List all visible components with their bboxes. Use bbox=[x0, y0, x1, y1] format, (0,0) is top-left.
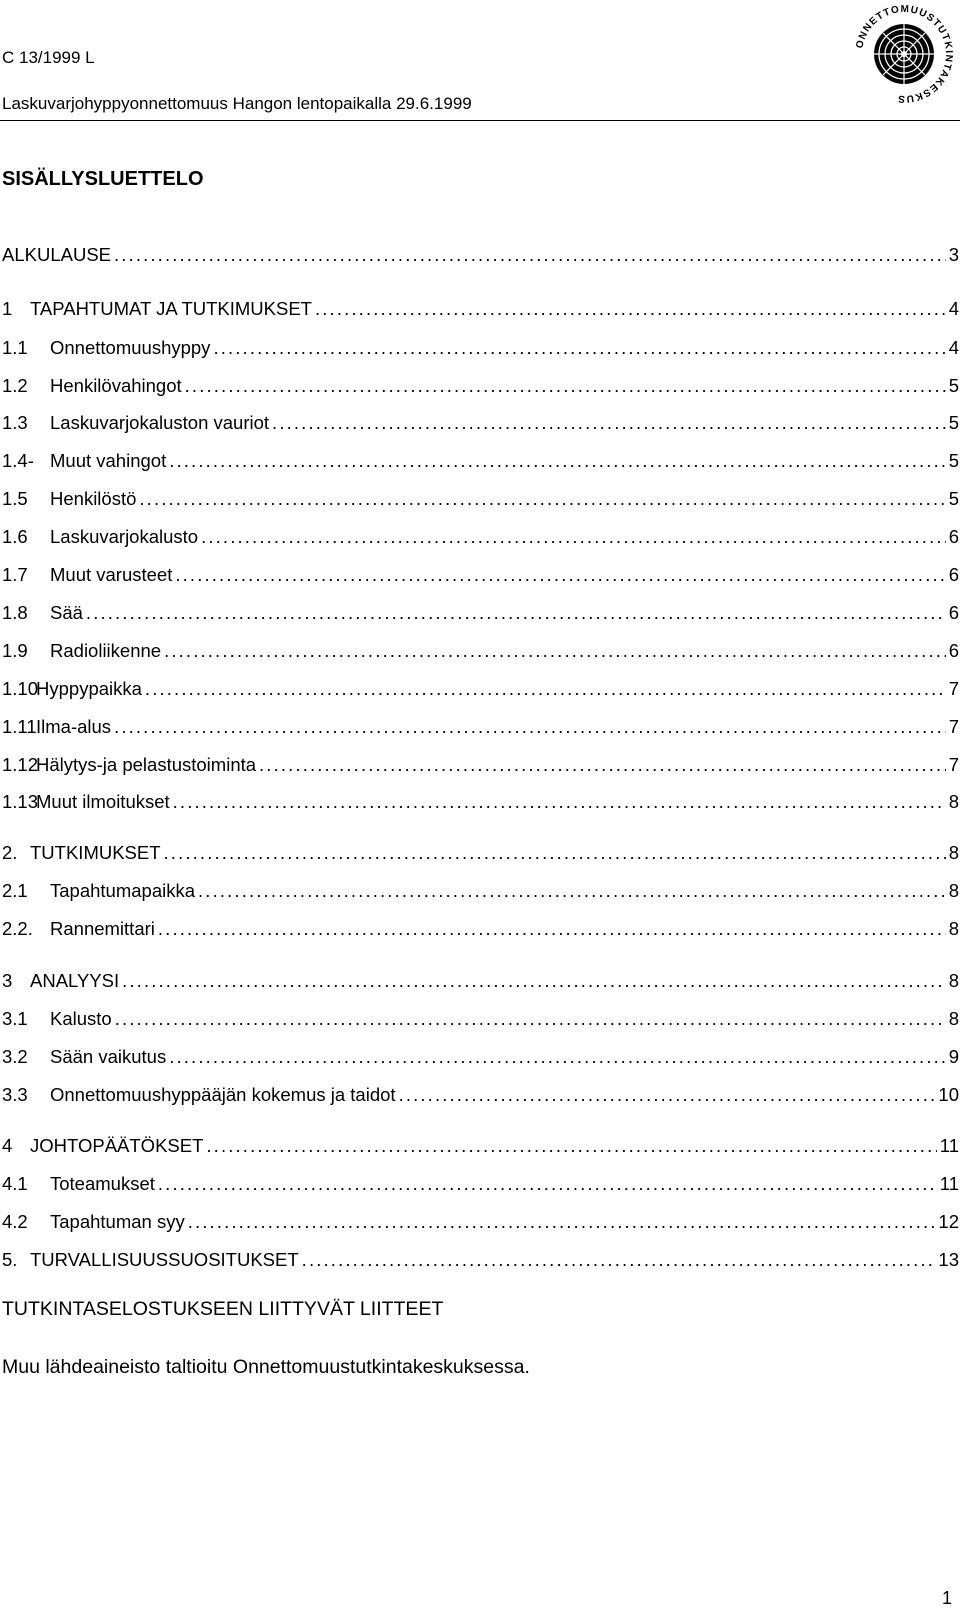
toc-entry-title: JOHTOPÄÄTÖKSET bbox=[30, 1135, 204, 1156]
toc-entry[interactable] bbox=[2, 640, 959, 664]
toc-entry[interactable] bbox=[2, 488, 959, 512]
toc-entry-title: Hyppypaikka bbox=[36, 678, 142, 699]
dot-leader bbox=[213, 337, 945, 359]
toc-entry[interactable] bbox=[2, 678, 959, 702]
toc-entry-title: Onnettomuushyppääjän kokemus ja taidot bbox=[50, 1084, 396, 1105]
toc-entry-page: 7 bbox=[948, 678, 959, 699]
toc-entry[interactable] bbox=[2, 298, 959, 322]
dot-leader bbox=[185, 375, 946, 397]
toc-entry-number: 2.1 bbox=[2, 880, 28, 901]
toc-entry-page: 4 bbox=[948, 298, 959, 319]
toc-entry-title: Onnettomuushyppy bbox=[50, 337, 211, 358]
toc-entry-number: 1.3 bbox=[2, 412, 28, 433]
toc-entry-number: 3.3 bbox=[2, 1084, 28, 1105]
toc-entry-title: Kalusto bbox=[50, 1008, 112, 1029]
toc-entry[interactable] bbox=[2, 918, 959, 942]
page-number: 1 bbox=[941, 1588, 952, 1608]
toc-entry-page: 6 bbox=[948, 564, 959, 585]
dot-leader bbox=[158, 1173, 937, 1195]
toc-entry-page: 11 bbox=[939, 1173, 959, 1194]
toc-entry[interactable] bbox=[2, 880, 959, 904]
toc-entry-title: Hälytys-ja pelastustoiminta bbox=[36, 754, 257, 775]
toc-entry[interactable] bbox=[2, 526, 959, 550]
toc-entry-page: 8 bbox=[948, 970, 959, 991]
header-code: C 13/1999 L bbox=[2, 48, 95, 67]
dot-leader bbox=[272, 412, 946, 434]
toc-entry-title: Tapahtuman syy bbox=[50, 1211, 185, 1232]
toc-entry-page: 3 bbox=[948, 244, 959, 265]
toc-entry-number: 3 bbox=[2, 970, 13, 991]
toc-entry-title: Muut vahingot bbox=[50, 450, 167, 471]
toc-entry-title: TUTKIMUKSET bbox=[30, 842, 161, 863]
toc-entry-title: Tapahtumapaikka bbox=[50, 880, 196, 901]
toc-entry-page: 10 bbox=[938, 1084, 959, 1105]
toc-entry[interactable] bbox=[2, 1249, 959, 1273]
toc-entry-page: 8 bbox=[948, 880, 959, 901]
toc-entry[interactable] bbox=[2, 842, 959, 866]
toc-entry-page: 13 bbox=[938, 1249, 959, 1270]
dot-leader bbox=[399, 1084, 936, 1106]
dot-leader bbox=[139, 488, 945, 510]
svg-text:ONNETTOMUUSTUTKINTAKESKUS: ONNETTOMUUSTUTKINTAKESKUS bbox=[854, 3, 955, 105]
toc-entry[interactable] bbox=[2, 564, 959, 588]
toc-entry[interactable] bbox=[2, 754, 959, 778]
toc-entry-page: 6 bbox=[948, 640, 959, 661]
dot-leader bbox=[175, 564, 945, 586]
toc-entry-page: 8 bbox=[948, 1008, 959, 1029]
toc-entry-number: 1.12 bbox=[2, 754, 39, 775]
toc-entry-number: 1.5 bbox=[2, 488, 28, 509]
onnettomuustutkintakeskus-logo bbox=[852, 2, 956, 106]
dot-leader bbox=[122, 970, 946, 992]
toc-entry-title: ANALYYSI bbox=[30, 970, 120, 991]
toc-entry[interactable] bbox=[2, 337, 959, 361]
toc-entry-number: 3.1 bbox=[2, 1008, 28, 1029]
dot-leader bbox=[169, 450, 945, 472]
toc-entry-number: 4.2 bbox=[2, 1211, 28, 1232]
toc-entry-number: 1.9 bbox=[2, 640, 28, 661]
toc-entry-number: 3.2 bbox=[2, 1046, 28, 1067]
toc-entry[interactable] bbox=[2, 1135, 959, 1159]
toc-entry-page: 6 bbox=[948, 526, 959, 547]
toc-entry-page: 12 bbox=[938, 1211, 959, 1232]
dot-leader bbox=[86, 602, 946, 624]
dot-leader bbox=[259, 754, 946, 776]
dot-leader bbox=[115, 1008, 946, 1030]
toc-entry-number: 1.1 bbox=[2, 337, 28, 358]
toc-entry-page: 5 bbox=[948, 488, 959, 509]
dot-leader bbox=[201, 526, 946, 548]
toc-entry[interactable] bbox=[2, 1173, 959, 1197]
toc-entry-number: 1.10 bbox=[2, 678, 39, 699]
toc-entry-page: 11 bbox=[939, 1135, 959, 1156]
appendix-heading: TUTKINTASELOSTUKSEEN LIITTYVÄT LIITTEET bbox=[2, 1298, 444, 1320]
toc-entry-title: Sää bbox=[50, 602, 83, 623]
dot-leader bbox=[169, 1046, 945, 1068]
toc-entry-page: 5 bbox=[948, 375, 959, 396]
toc-entry-title: Sään vaikutus bbox=[50, 1046, 167, 1067]
toc-entry-number: 4.1 bbox=[2, 1173, 28, 1194]
toc-entry[interactable] bbox=[2, 450, 959, 474]
toc-entry[interactable] bbox=[2, 1046, 959, 1070]
toc-entry-title: Radioliikenne bbox=[50, 640, 162, 661]
toc-entry-title: Muut varusteet bbox=[50, 564, 173, 585]
toc-entry-page: 7 bbox=[948, 754, 959, 775]
toc-entry[interactable] bbox=[2, 716, 959, 740]
toc-entry-title: Henkilöstö bbox=[50, 488, 137, 509]
dot-leader bbox=[302, 1249, 936, 1271]
toc-entry-page: 6 bbox=[948, 602, 959, 623]
toc-entry-page: 8 bbox=[948, 918, 959, 939]
toc-entry-title: Laskuvarjokaluston vauriot bbox=[50, 412, 270, 433]
toc-entry-number: 2.2. bbox=[2, 918, 33, 939]
source-note: Muu lähdeaineisto taltioitu Onnettomuustutkintakeskuksessa. bbox=[2, 1356, 530, 1378]
toc-entry-title: Muut ilmoitukset bbox=[36, 791, 170, 812]
toc-entry-number: 1.4- bbox=[2, 450, 34, 471]
toc-entry-number: 5. bbox=[2, 1249, 18, 1270]
toc-entry-number: 4 bbox=[2, 1135, 13, 1156]
toc-entry-title: ALKULAUSE bbox=[2, 244, 111, 265]
toc-entry-title: TURVALLISUUSSUOSITUKSET bbox=[30, 1249, 299, 1270]
dot-leader bbox=[206, 1135, 936, 1157]
dot-leader bbox=[114, 244, 946, 266]
dot-leader bbox=[188, 1211, 936, 1233]
toc-entry-page: 5 bbox=[948, 412, 959, 433]
dot-leader bbox=[315, 298, 946, 320]
toc-entry-title: TAPAHTUMAT JA TUTKIMUKSET bbox=[30, 298, 312, 319]
toc-entry-title: Ilma-alus bbox=[36, 716, 112, 737]
toc-entry-number: 1.8 bbox=[2, 602, 28, 623]
toc-entry-page: 9 bbox=[948, 1046, 959, 1067]
dot-leader bbox=[198, 880, 946, 902]
header-rule bbox=[0, 120, 960, 121]
toc-entry[interactable] bbox=[2, 244, 959, 268]
toc-entry-title: Laskuvarjokalusto bbox=[50, 526, 199, 547]
toc-entry[interactable] bbox=[2, 970, 959, 994]
toc-entry-page: 4 bbox=[948, 337, 959, 358]
toc-entry[interactable] bbox=[2, 1084, 959, 1108]
header-subtitle: Laskuvarjohyppyonnettomuus Hangon lentopaikalla 29.6.1999 bbox=[2, 94, 472, 113]
toc-entry[interactable] bbox=[2, 602, 959, 626]
toc-entry[interactable] bbox=[2, 1211, 959, 1235]
toc-entry[interactable] bbox=[2, 791, 959, 815]
toc-entry-number: 1.7 bbox=[2, 564, 28, 585]
toc-entry[interactable] bbox=[2, 412, 959, 436]
toc-entry-title: Rannemittari bbox=[50, 918, 155, 939]
dot-leader bbox=[145, 678, 946, 700]
dot-leader bbox=[164, 842, 946, 864]
dot-leader bbox=[114, 716, 946, 738]
toc-entry-page: 8 bbox=[948, 842, 959, 863]
toc-entry-page: 8 bbox=[948, 791, 959, 812]
toc-entry[interactable] bbox=[2, 1008, 959, 1032]
toc-entry[interactable] bbox=[2, 375, 959, 399]
toc-entry-number: 1.6 bbox=[2, 526, 28, 547]
toc-entry-title: Toteamukset bbox=[50, 1173, 155, 1194]
toc-entry-number: 1.2 bbox=[2, 375, 28, 396]
dot-leader bbox=[164, 640, 946, 662]
dot-leader bbox=[158, 918, 946, 940]
toc-entry-page: 5 bbox=[948, 450, 959, 471]
toc-entry-number: 1.11 bbox=[2, 716, 37, 737]
toc-entry-number: 2. bbox=[2, 842, 18, 863]
toc-title: SISÄLLYSLUETTELO bbox=[2, 168, 204, 190]
toc-entry-number: 1.13 bbox=[2, 791, 39, 812]
dot-leader bbox=[173, 791, 946, 813]
toc-entry-number: 1 bbox=[2, 298, 13, 319]
toc-entry-page: 7 bbox=[948, 716, 959, 737]
toc-entry-title: Henkilövahingot bbox=[50, 375, 182, 396]
